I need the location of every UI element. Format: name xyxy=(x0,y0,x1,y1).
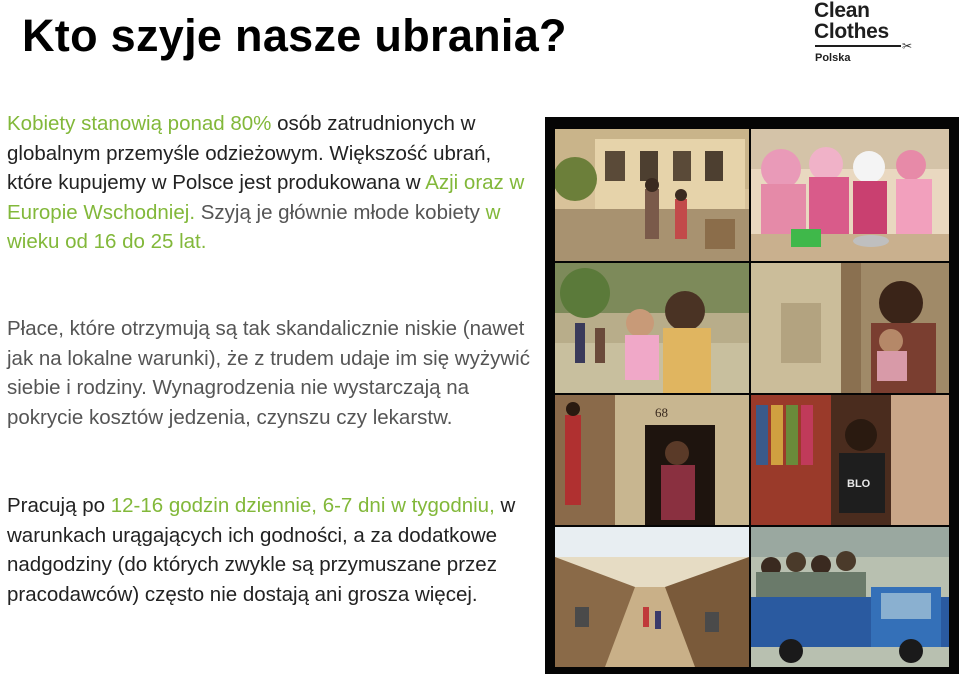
door-number-label: 68 xyxy=(655,405,668,420)
photo-collage xyxy=(545,117,959,674)
paragraph-wages xyxy=(7,314,537,432)
text-segment: Szyją je głównie młode kobiety xyxy=(195,200,486,224)
photo-women-pink-caps xyxy=(751,129,949,261)
shirt-print-label: BLO xyxy=(847,478,871,490)
logo-line-clean: Clean xyxy=(814,0,870,22)
wages-text: Płace, które otrzymują są tak skandalicznie niskie (nawet jak na lokalne warunki), że z trudem udaje im się wyżywić siebie i rodziny. Wynagrodzenia nie wystarczają na pokrycie kosztów jedzenia, czynszu czy lekarstw. xyxy=(7,317,530,429)
logo-divider xyxy=(815,45,901,47)
highlight-80-percent: Kobiety stanowią ponad 80% xyxy=(7,112,272,135)
photo-village-street xyxy=(555,527,749,667)
photo-woman-with-child xyxy=(751,263,949,393)
highlight-working-hours: 12-16 godzin dziennie, 6-7 dni w tygodniu, xyxy=(110,494,495,517)
photo-girl-clothes-stall xyxy=(751,395,949,525)
clean-clothes-logo xyxy=(814,0,924,70)
logo-line-polska: Polska xyxy=(815,52,851,64)
text-segment: Pracują po xyxy=(7,494,111,517)
highlight-age-range: w wieku od 16 do 25 lat. xyxy=(7,200,501,253)
photo-street-houses xyxy=(555,129,749,261)
paragraph-working-hours xyxy=(7,491,537,609)
photo-girl-with-baby xyxy=(555,263,749,393)
logo-line-clothes: Clothes xyxy=(814,20,889,43)
highlight-regions: Azji oraz w Europie Wschodniej. xyxy=(7,171,525,224)
scissors-icon: ✂ xyxy=(902,39,913,53)
text-segment: w warunkach urągających ich godności, a za dodatkowe nadgodziny (do których zwykle są przymuszane przez pracodawców) często nie dostają ani grosza więcej. xyxy=(7,494,516,606)
text-segment: osób zatrudnionych w globalnym przemyśle odzieżowym. Większość ubrań, które kupujemy w Polsce jest produkowana w xyxy=(7,112,492,194)
paragraph-women-workers xyxy=(7,109,537,257)
page-title: Kto szyje nasze ubrania? xyxy=(22,10,567,61)
photo-workers-truck xyxy=(751,527,949,667)
photo-doorway-68 xyxy=(555,395,749,525)
